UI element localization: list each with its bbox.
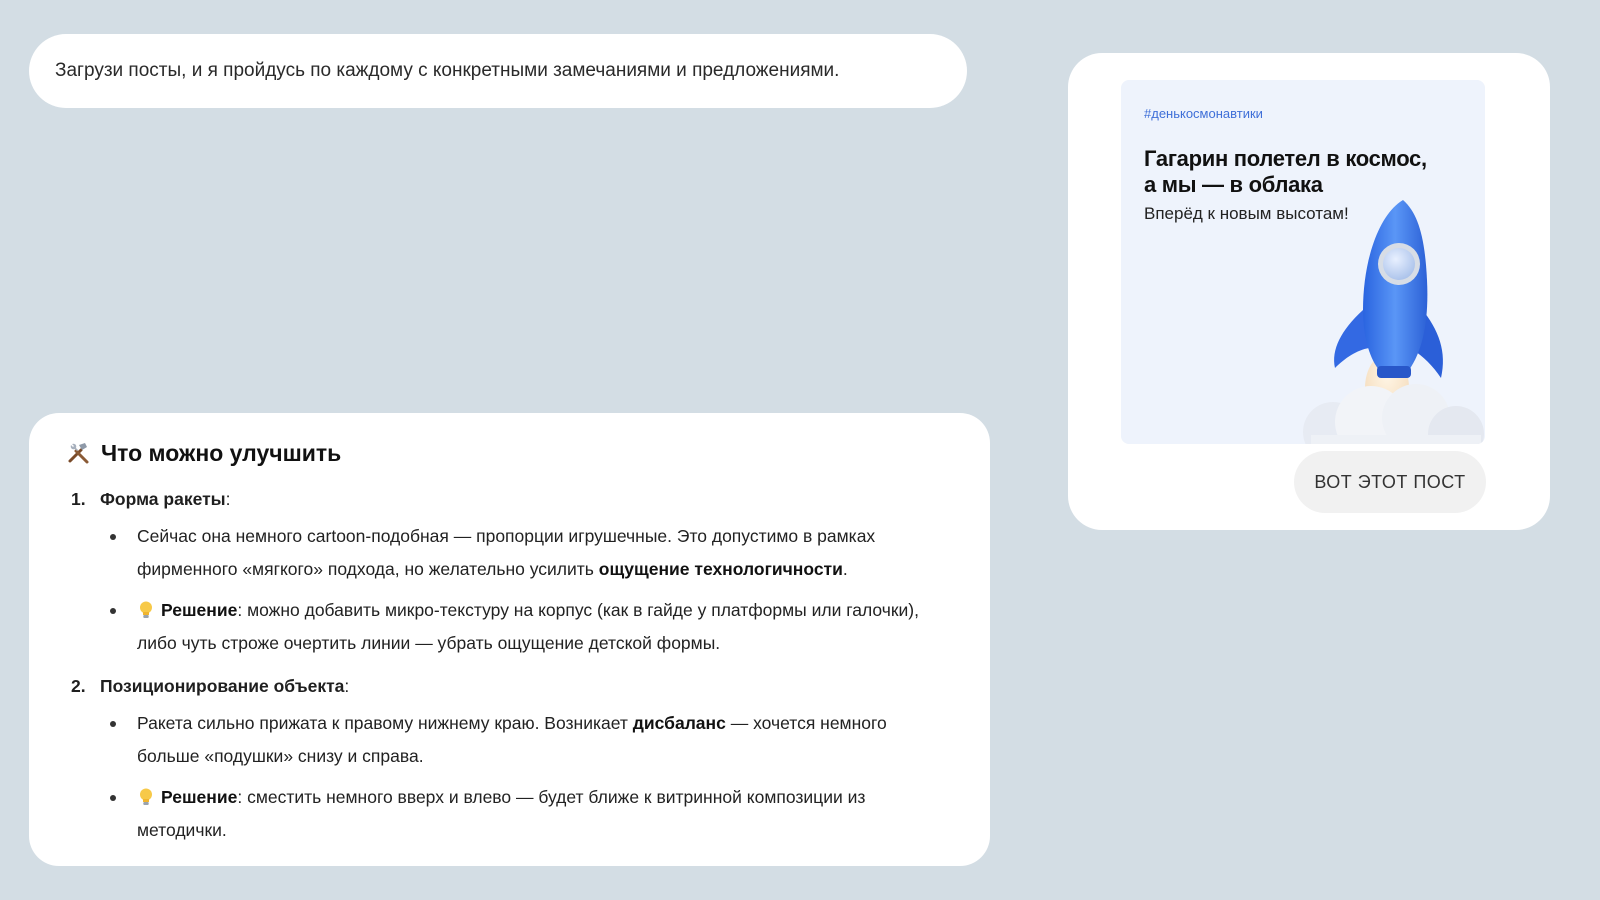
user-message-bubble bbox=[29, 34, 967, 108]
tools-icon bbox=[67, 441, 91, 465]
point-colon: : bbox=[344, 675, 350, 696]
lightbulb-icon bbox=[139, 601, 153, 619]
bullet-text-post: : можно добавить микро-текстуру на корпус (как в гайде у платформы или галочки), либо чуть строже очертить линии — убрать ощущение детской формы. bbox=[137, 600, 919, 653]
improvements-title: Что можно улучшить bbox=[101, 439, 342, 466]
bullet-text-bold: дисбаланс bbox=[632, 713, 726, 733]
bullet-text-post: — хочется немного больше «подушки» снизу и справа. bbox=[137, 713, 887, 766]
improvement-point bbox=[67, 668, 954, 846]
bullet-text-bold: Решение bbox=[161, 600, 238, 620]
bullet-item bbox=[137, 707, 954, 772]
improvement-point bbox=[67, 481, 954, 659]
bullet-text-pre: Сейчас она немного cartoon-подобная — пропорции игрушечные. Это допустимо в рамках фирменного «мягкого» подхода, но желательно усилить bbox=[137, 526, 876, 579]
post-preview-card bbox=[1068, 53, 1550, 530]
post-headline bbox=[1144, 146, 1444, 198]
post-subtitle: Вперёд к новым высотам! bbox=[1144, 204, 1349, 223]
select-post-button[interactable]: ВОТ ЭТОТ ПОСТ bbox=[1294, 451, 1486, 513]
point-number: 2. bbox=[71, 675, 86, 696]
point-label: Позиционирование объекта bbox=[100, 675, 345, 696]
point-colon: : bbox=[225, 488, 231, 509]
point-bullets bbox=[67, 707, 954, 846]
point-bullets bbox=[67, 520, 954, 659]
post-image[interactable] bbox=[1121, 80, 1485, 444]
improvements-heading bbox=[67, 435, 954, 471]
bullet-text-post: . bbox=[842, 558, 848, 579]
bullet-text-pre: Ракета сильно прижата к правому нижнему краю. Возникает bbox=[137, 713, 633, 733]
rocket-icon bbox=[1271, 200, 1485, 444]
post-headline-line1: Гагарин полетел в космос, bbox=[1144, 146, 1427, 171]
bullet-item bbox=[137, 781, 954, 846]
post-hashtag: #денькосмонавтики bbox=[1144, 106, 1263, 121]
bullet-item bbox=[137, 520, 954, 585]
point-heading bbox=[67, 668, 954, 704]
post-headline-line2: а мы — в облака bbox=[1144, 172, 1323, 197]
bullet-item bbox=[137, 594, 954, 659]
point-heading bbox=[67, 481, 954, 517]
point-number: 1. bbox=[71, 488, 86, 509]
bullet-text-bold: Решение bbox=[161, 787, 238, 807]
improvements-card bbox=[29, 413, 990, 866]
user-message-text: Загрузи посты, и я пройдусь по каждому с конкретными замечаниями и предложениями. bbox=[55, 60, 840, 81]
point-label: Форма ракеты bbox=[100, 488, 226, 509]
bullet-text-bold: ощущение технологичности bbox=[598, 558, 843, 579]
lightbulb-icon bbox=[139, 788, 153, 806]
improvement-points bbox=[67, 481, 954, 846]
bullet-text-post: : сместить немного вверх и влево — будет ближе к витринной композиции из методички. bbox=[137, 787, 866, 840]
